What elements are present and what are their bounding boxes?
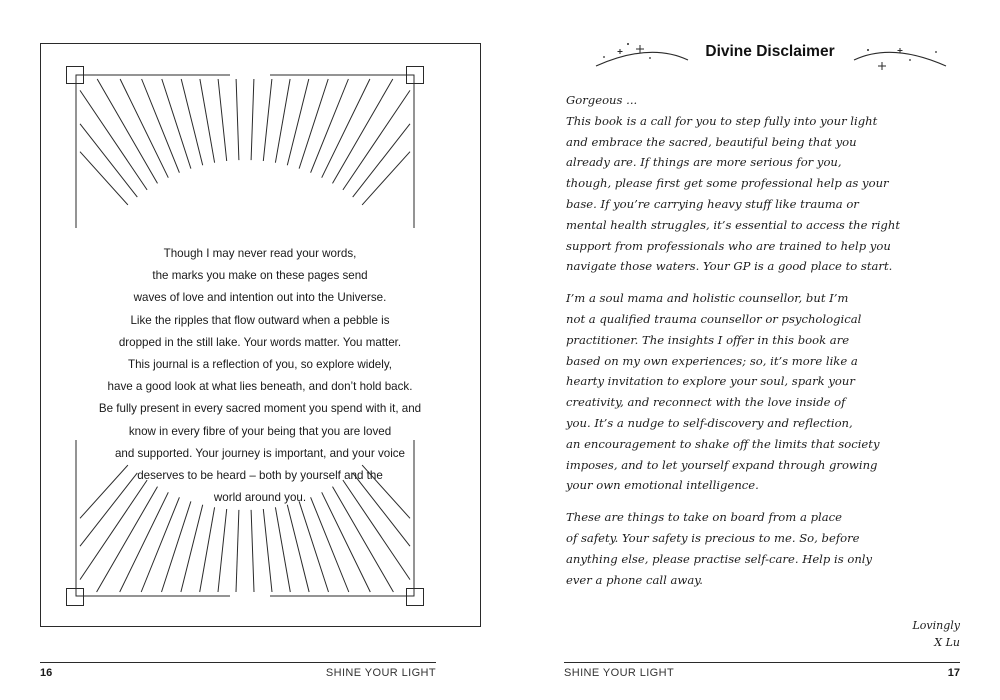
ray-line [287,505,309,592]
quote-line: deserves to be heard – both by yourself and the [137,469,383,483]
text-line: imposes, and to let yourself expand through growing [566,457,878,472]
disclaimer-text [566,90,966,590]
running-head: SHINE YOUR LIGHT [564,667,675,679]
quote-line: know in every fibre of your being that you are loved [128,424,392,438]
text-line: an encouragement to shake off the limits that society [566,436,880,451]
ray-line [162,79,191,169]
ray-line [251,510,254,592]
ray-line [80,124,137,197]
ray-line [181,505,203,592]
signoff [912,617,960,651]
ray-line [200,507,215,592]
page-number: 16 [40,667,53,679]
text-line: not a qualified trauma counsellor or psychological [566,311,862,326]
quote-line: world around you. [213,491,307,505]
ray-line [299,79,328,169]
ray-line [141,497,179,592]
text-line: and embrace the sacred, beautiful being that you [566,134,857,149]
ray-line [311,79,349,173]
ray-line [236,510,239,592]
ray-line [200,79,215,163]
text-line: already are. If things are more serious for you, [566,155,842,170]
text-line: practitioner. The insights I offer in this book are [566,332,850,347]
quote-line: waves of love and intention out into the Universe. [133,291,387,305]
ray-line [181,79,203,165]
ray-line [218,509,227,592]
quote-line: Be fully present in every sacred moment you spend with it, and [98,402,422,416]
journal-quote [92,243,428,509]
quote-line: and supported. Your journey is important, and your voice [114,446,406,460]
footer-rule [564,662,960,663]
quote-line: dropped in the still lake. Your words matter. You matter. [118,335,402,349]
ray-line [275,507,290,592]
running-head: SHINE YOUR LIGHT [325,667,436,679]
quote-line: Though I may never read your words, [163,247,357,260]
ray-line [80,152,128,205]
signoff-line: Lovingly [912,619,960,632]
page-number: 17 [947,667,960,679]
text-line: mental health struggles, it’s essential to access the right [566,217,900,232]
ray-line [263,79,272,161]
ray-line [311,497,349,592]
ray-line [236,79,239,160]
text-line: based on my own experiences; so, it’s more like a [566,353,858,368]
ray-line [353,124,410,197]
quote-line: the marks you make on these pages send [152,269,368,283]
text-line: though, please first get some professional help as your [566,176,889,191]
text-line: creativity, and reconnect with the love inside of [566,395,846,410]
text-line: of safety. Your safety is precious to me. So, before [566,530,860,545]
ray-line [275,79,290,163]
ray-line [251,79,254,160]
text-line: I’m a soul mama and holistic counsellor, but I’m [566,291,849,306]
ray-line [299,501,328,592]
text-line: navigate those waters. Your GP is a good place to start. [566,259,893,274]
text-line: you. It’s a nudge to self-discovery and reflection, [566,415,853,430]
quote-line: This journal is a reflection of you, so explore widely, [128,358,392,372]
quote-line: have a good look at what lies beneath, and don’t hold back. [107,380,413,394]
text-line: support from professionals who are trained to help you [566,238,891,253]
quote-line: Like the ripples that flow outward when a pebble is [130,313,390,327]
ray-line [263,509,272,592]
text-line: hearty invitation to explore your soul, spark your [566,374,855,389]
ray-line [142,79,180,173]
ray-line [343,90,410,189]
signoff-line: X Lu [934,636,960,649]
ray-line [80,90,147,189]
text-line: base. If you’re carrying heavy stuff like trauma or [566,196,859,211]
right-page [500,0,1000,700]
text-line: Gorgeous ... [566,93,638,107]
footer-rule [40,662,436,663]
text-line: These are things to take on board from a place [566,510,842,525]
page-heading: Divine Disclaimer [705,43,835,60]
ray-line [362,152,410,205]
text-line: This book is a call for you to step fully into your light [566,113,878,128]
ray-line [162,501,191,592]
ray-line [218,79,227,161]
ray-line [287,79,309,165]
text-line: your own emotional intelligence. [566,478,759,493]
text-line: anything else, please practise self-care. Help is only [566,551,873,566]
text-line: ever a phone call away. [566,572,703,587]
